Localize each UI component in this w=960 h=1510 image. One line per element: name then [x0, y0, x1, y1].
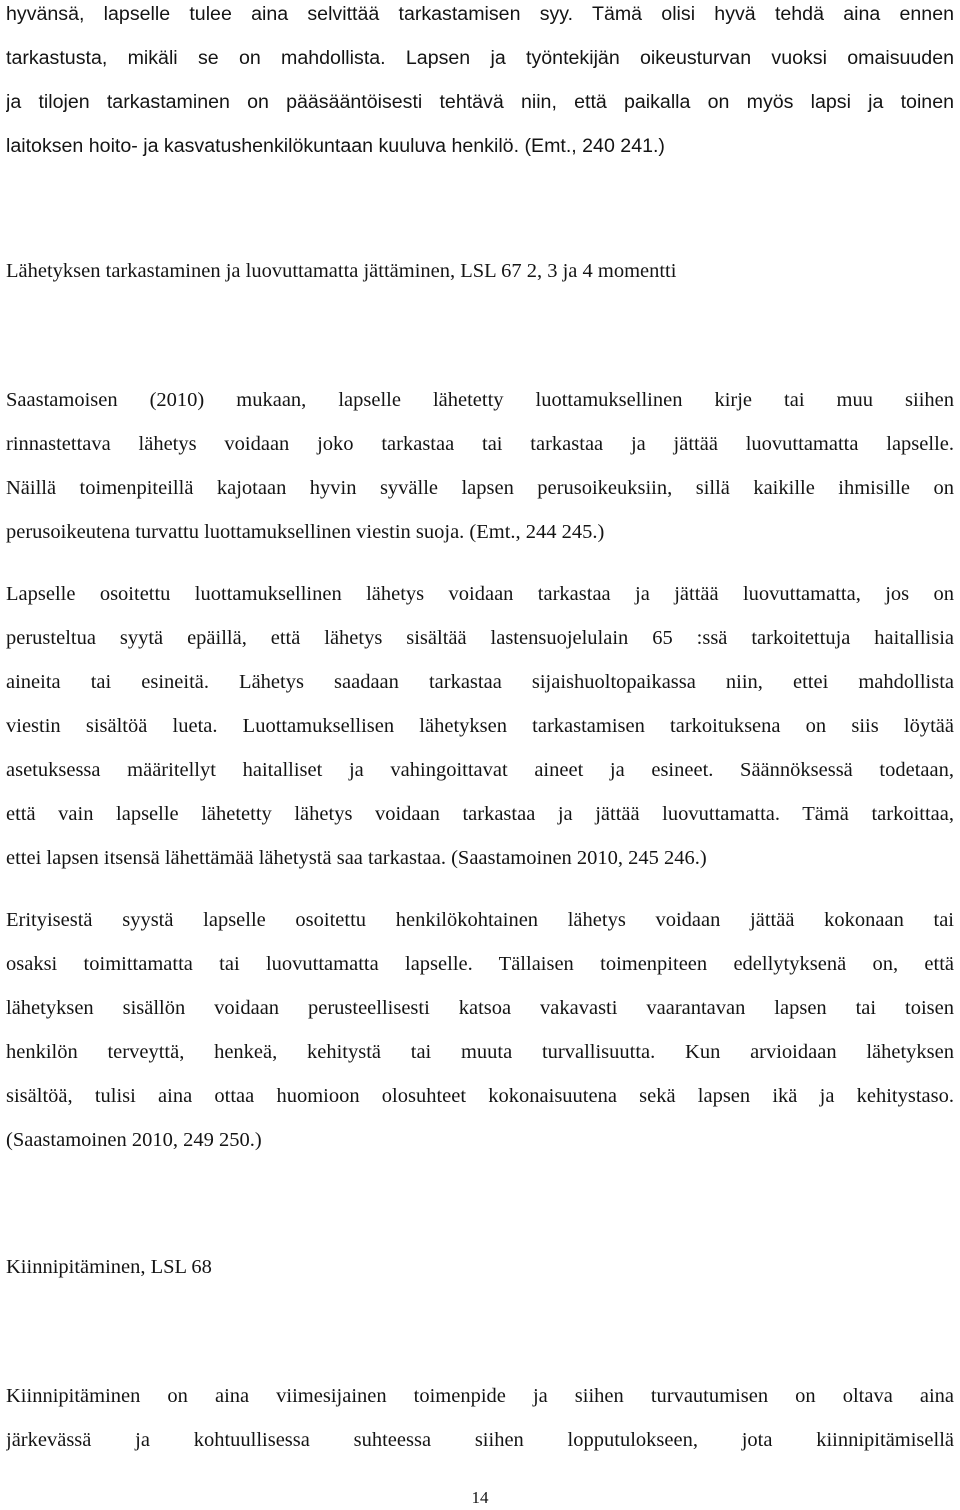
- paragraph-line: Lapselle osoitettu luottamuksellinen lähetys voidaan tarkastaa ja jättää luovuttamatta, jos on: [6, 583, 954, 605]
- section-heading-text: Kiinnipitäminen, LSL 68: [6, 1256, 212, 1278]
- paragraph-line: perusteltua syytä epäillä, että lähetys sisältää lastensuojelulain 65 :ssä tarkoitettuja haitallisia: [6, 627, 954, 649]
- section-heading-text: Lähetyksen tarkastaminen ja luovuttamatta jättäminen, LSL 67 2, 3 ja 4 momentti: [6, 260, 677, 282]
- paragraph-line: osaksi toimittamatta tai luovuttamatta lapselle. Tällaisen toimenpiteen edellytyksenä on, että: [6, 953, 954, 975]
- page-number: 14: [471, 1488, 489, 1507]
- paragraph-line: (Saastamoinen 2010, 249 250.): [6, 1129, 262, 1151]
- paragraph-line: järkevässä ja kohtuullisessa suhteessa siihen lopputulokseen, jota kiinnipitämisellä: [6, 1429, 954, 1451]
- paragraph-line: sisältöä, tulisi aina ottaa huomioon olosuhteet kokonaisuutena sekä lapsen ikä ja kehitystaso.: [6, 1085, 954, 1107]
- paragraph-line: lähetyksen sisällön voidaan perusteellisesti katsoa vakavasti vaarantavan lapsen tai toisen: [6, 997, 954, 1019]
- paragraph-lapselle: [6, 572, 954, 880]
- paragraph-line: rinnastettava lähetys voidaan joko tarkastaa tai tarkastaa ja jättää luovuttamatta lapselle.: [6, 433, 954, 455]
- section-heading-kiinnipito: [6, 1245, 954, 1289]
- paragraph-line: Erityisestä syystä lapselle osoitettu henkilökohtainen lähetys voidaan jättää kokonaan tai: [6, 909, 954, 931]
- section-heading-lahetys: [6, 249, 954, 293]
- paragraph-line: Saastamoisen (2010) mukaan, lapselle lähetetty luottamuksellinen kirje tai muu siihen: [6, 389, 954, 411]
- paragraph-line: Näillä toimenpiteillä kajotaan hyvin syvälle lapsen perusoikeuksiin, sillä kaikille ihmisille on: [6, 477, 954, 499]
- paragraph-line: tarkastusta, mikäli se on mahdollista. Lapsen ja työntekijän oikeusturvan vuoksi omaisuuden: [6, 47, 954, 69]
- paragraph-line: viestin sisältöä lueta. Luottamuksellisen lähetyksen tarkastamisen tarkoituksena on siis löytää: [6, 715, 954, 737]
- paragraph-line: ja tilojen tarkastaminen on pääsääntöisesti tehtävä niin, että paikalla on myös lapsi ja toinen: [6, 91, 954, 113]
- paragraph-line: laitoksen hoito- ja kasvatushenkilökuntaan kuuluva henkilö. (Emt., 240 241.): [6, 135, 665, 157]
- paragraph-line: perusoikeutena turvattu luottamuksellinen viestin suoja. (Emt., 244 245.): [6, 521, 605, 543]
- paragraph-line: Kiinnipitäminen on aina viimesijainen toimenpide ja siihen turvautumisen on oltava aina: [6, 1385, 954, 1407]
- paragraph-line: että vain lapselle lähetetty lähetys voidaan tarkastaa ja jättää luovuttamatta. Tämä tarkoittaa,: [6, 803, 954, 825]
- intro-paragraph: [6, 0, 954, 168]
- paragraph-line: ettei lapsen itsensä lähettämää lähetystä saa tarkastaa. (Saastamoinen 2010, 245 246.): [6, 847, 707, 869]
- paragraph-saastamoisen: [6, 378, 954, 554]
- paragraph-line: henkilön terveyttä, henkeä, kehitystä tai muuta turvallisuutta. Kun arvioidaan lähetyksen: [6, 1041, 954, 1063]
- paragraph-line: asetuksessa määritellyt haitalliset ja vahingoittavat aineet ja esineet. Säännöksessä todetaan,: [6, 759, 954, 781]
- paragraph-erityisesta: [6, 898, 954, 1162]
- paragraph-kiinnipitaminen: [6, 1374, 954, 1462]
- paragraph-line: aineita tai esineitä. Lähetys saadaan tarkastaa sijaishuoltopaikassa niin, ettei mahdollista: [6, 671, 954, 693]
- paragraph-line: hyvänsä, lapselle tulee aina selvittää tarkastamisen syy. Tämä olisi hyvä tehdä aina ennen: [6, 3, 954, 25]
